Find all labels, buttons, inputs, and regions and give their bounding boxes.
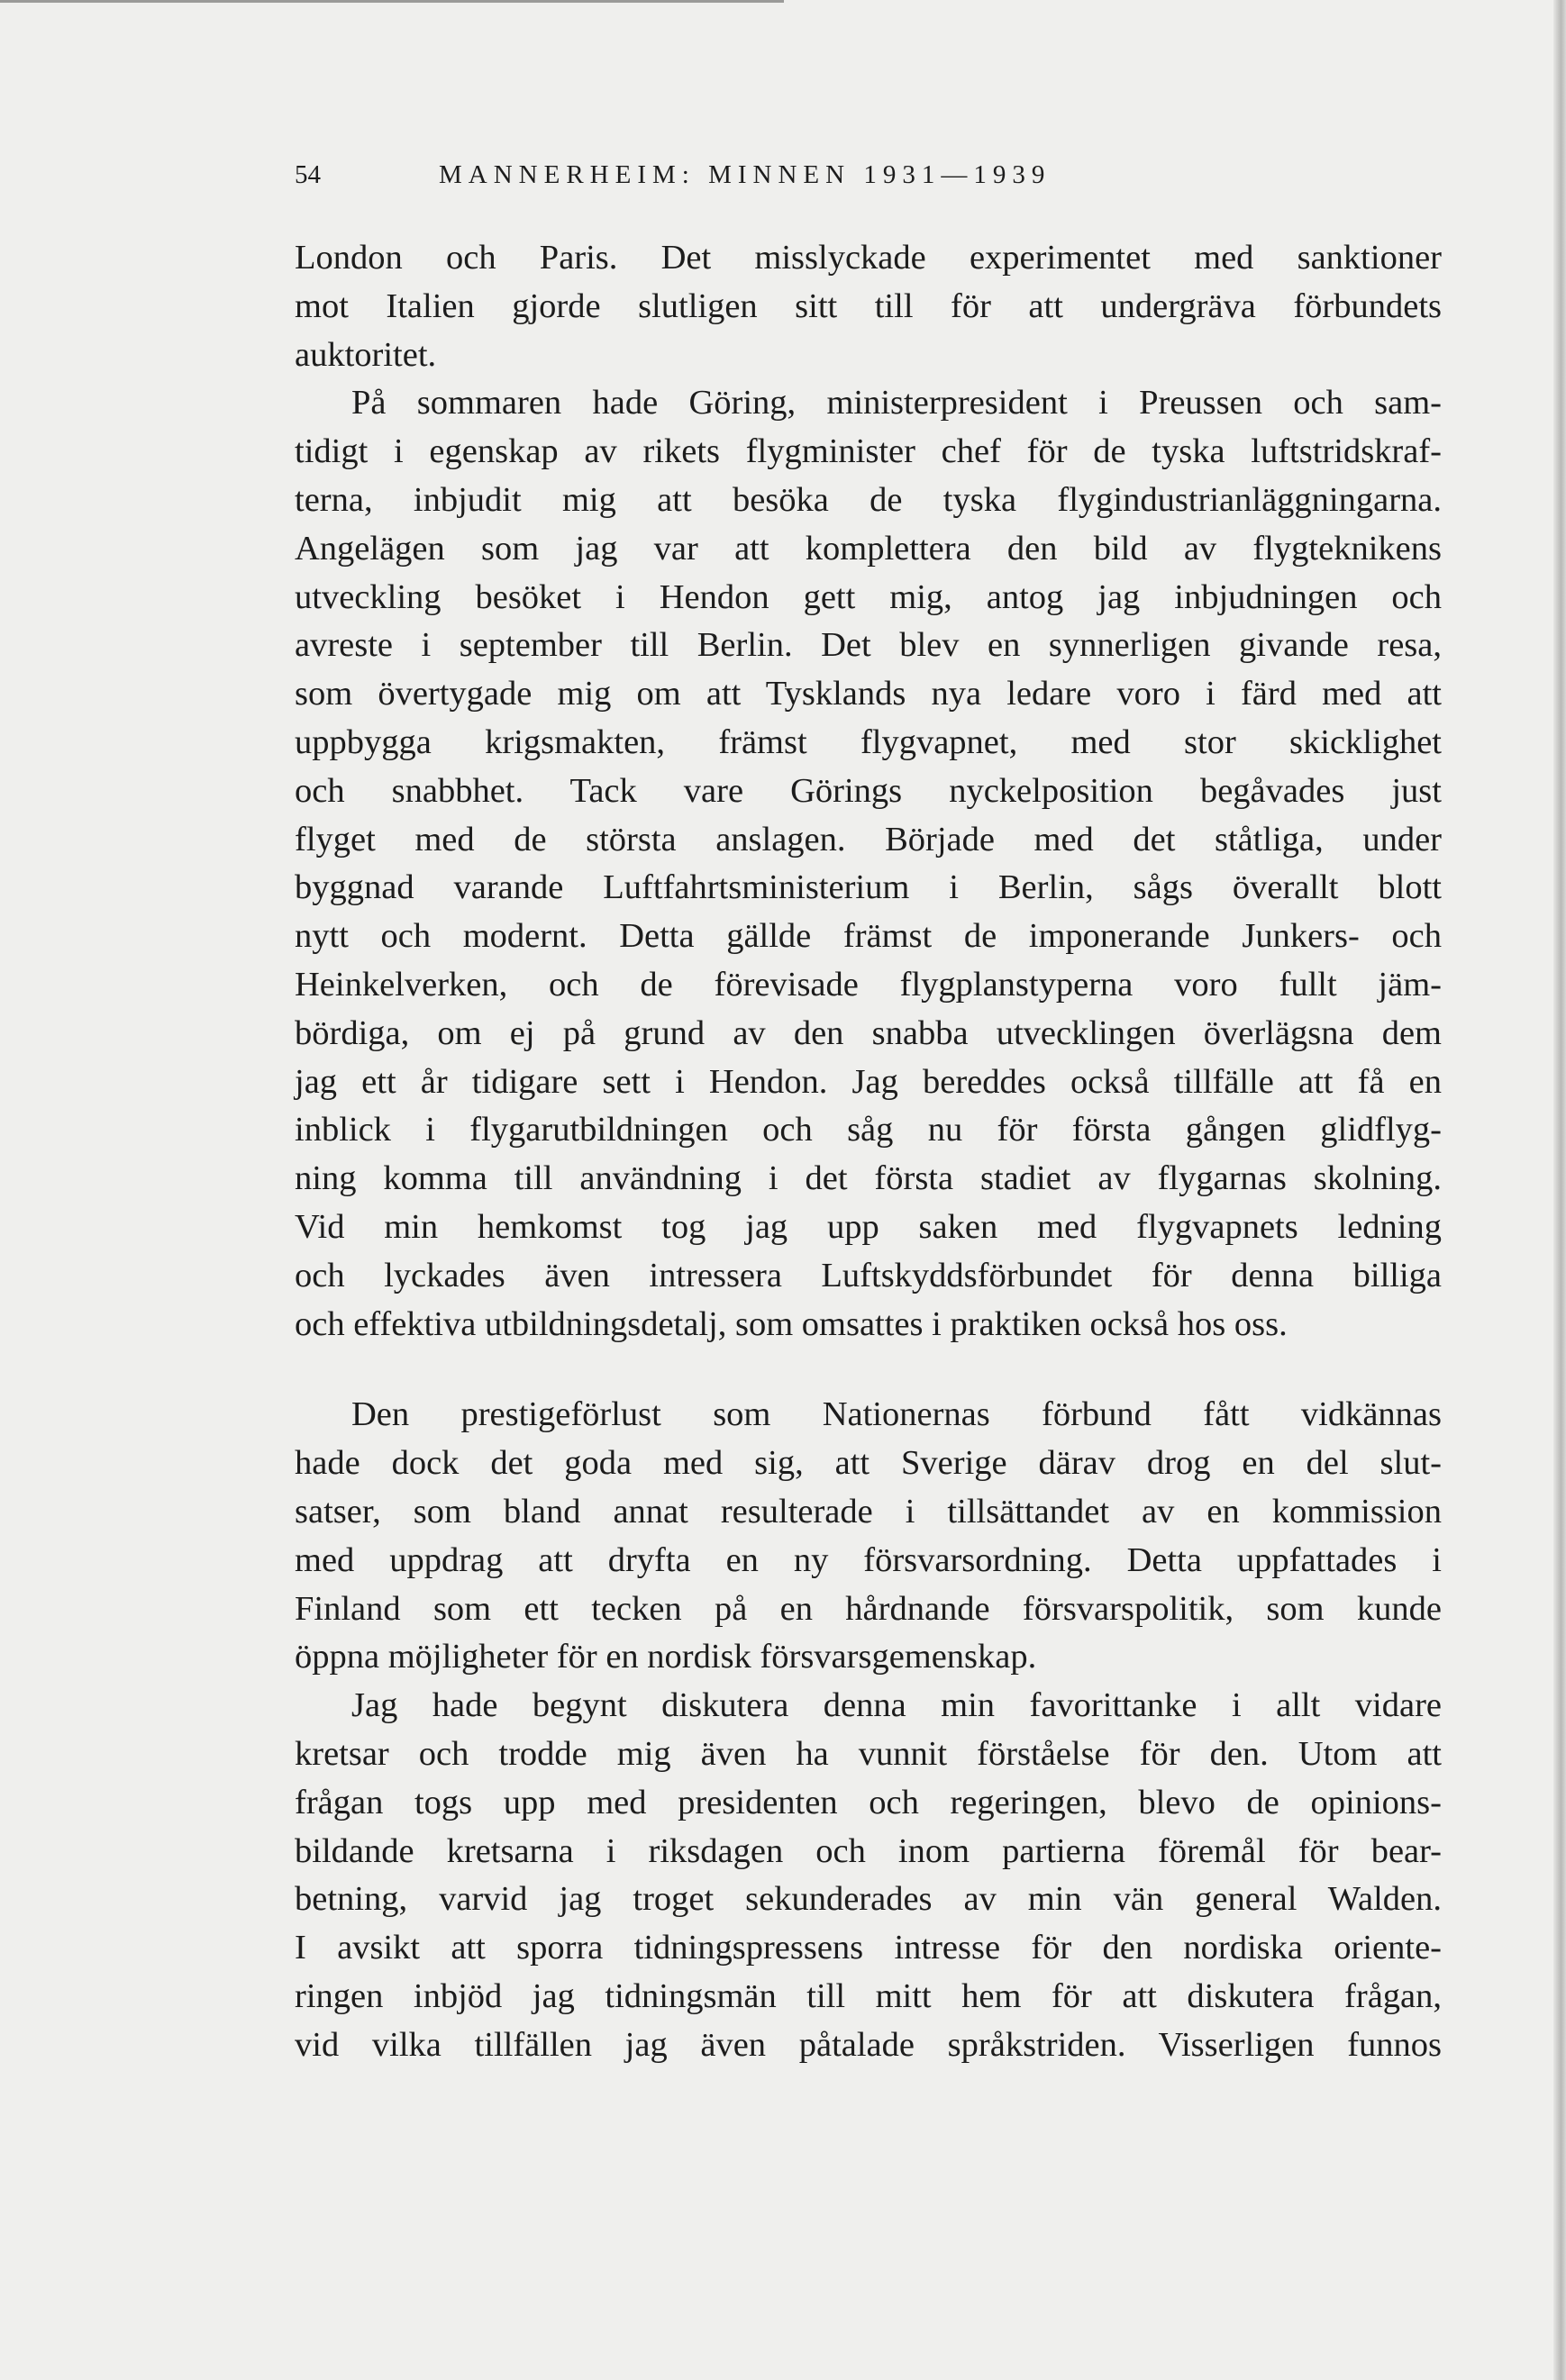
text-line: betning, varvid jag troget sekunderades av min vän general Walden. xyxy=(295,1880,1442,1919)
text-line: utveckling besöket i Hendon gett mig, antog jag inbjudningen och xyxy=(295,577,1442,616)
running-head xyxy=(295,160,1286,200)
paragraph xyxy=(295,379,1442,1349)
text-line: avreste i september till Berlin. Det blev en synnerligen givande resa, xyxy=(295,626,1442,665)
text-line: och snabbhet. Tack vare Görings nyckelposition begåvades just xyxy=(295,771,1442,810)
text-line: nytt och modernt. Detta gällde främst de imponerande Junkers- och xyxy=(295,917,1442,956)
text-line: tidigt i egenskap av rikets flygminister chef för de tyska luftstridskraf- xyxy=(295,432,1442,471)
text-line: I avsikt att sporra tidningspressens intresse för den nordiska oriente- xyxy=(295,1929,1442,1967)
text-line: Angelägen som jag var att komplettera den bild av flygteknikens xyxy=(295,529,1442,568)
text-line: Finland som ett tecken på en hårdnande försvarspolitik, som kunde xyxy=(295,1589,1442,1628)
text-line: bördiga, om ej på grund av den snabba utvecklingen överlägsna dem xyxy=(295,1013,1442,1052)
text-line: London och Paris. Det misslyckade experimentet med sanktioner xyxy=(295,239,1442,277)
text-line: Vid min hemkomst tog jag upp saken med flygvapnets ledning xyxy=(295,1207,1442,1246)
text-line: bildande kretsarna i riksdagen och inom partierna föremål för bear- xyxy=(295,1831,1442,1870)
text-line: vid vilka tillfällen jag även påtalade språkstriden. Visserligen funnos xyxy=(295,2025,1442,2064)
text-line: flyget med de största anslagen. Började med det ståtliga, under xyxy=(295,820,1442,858)
text-line: ringen inbjöd jag tidningsmän till mitt hem för att diskutera frågan, xyxy=(295,1976,1442,2015)
text-line: Jag hade begynt diskutera denna min favorittanke i allt vidare xyxy=(351,1686,1442,1725)
text-line: jag ett år tidigare sett i Hendon. Jag bereddes också tillfälle att få en xyxy=(295,1062,1442,1101)
text-line: och lyckades även intressera Luftskyddsförbundet för denna billiga xyxy=(295,1256,1442,1294)
text-line: mot Italien gjorde slutligen sitt till för att undergräva förbundets xyxy=(295,286,1442,325)
text-line: På sommaren hade Göring, ministerpresident i Preussen och sam- xyxy=(351,384,1442,422)
scan-edge-right xyxy=(1553,0,1566,2380)
text-line: terna, inbjudit mig att besöka de tyska flygindustrianläggningarna. xyxy=(295,480,1442,519)
text-line: satser, som bland annat resulterade i tillsättandet av en kommission xyxy=(295,1492,1442,1531)
paragraph xyxy=(295,1391,1442,1682)
text-line: med uppdrag att dryfta en ny försvarsordning. Detta uppfattades i xyxy=(295,1540,1442,1579)
running-head-title: MANNERHEIM: MINNEN 1931—1939 xyxy=(439,160,1052,189)
text-line: frågan togs upp med presidenten och regeringen, blevo de opinions- xyxy=(295,1783,1442,1821)
text-line: och effektiva utbildningsdetalj, som omsattes i praktiken också hos oss. xyxy=(295,1304,1288,1343)
text-line: som övertygade mig om att Tysklands nya ledare voro i färd med att xyxy=(295,675,1442,713)
text-line: Den prestigeförlust som Nationernas förbund fått vidkännas xyxy=(351,1395,1442,1434)
paragraph xyxy=(295,234,1442,379)
scan-edge-top xyxy=(0,0,784,3)
text-line: byggnad varande Luftfahrtsministerium i Berlin, sågs överallt blott xyxy=(295,868,1442,907)
paragraph xyxy=(295,1682,1442,2069)
text-line: ning komma till användning i det första stadiet av flygarnas skolning. xyxy=(295,1159,1442,1198)
text-line: uppbygga krigsmakten, främst flygvapnet, med stor skicklighet xyxy=(295,722,1442,761)
page-number: 54 xyxy=(295,160,321,189)
text-line: auktoritet. xyxy=(295,335,437,374)
text-line: kretsar och trodde mig även ha vunnit förståelse för den. Utom att xyxy=(295,1734,1442,1773)
text-line: hade dock det goda med sig, att Sverige därav drog en del slut- xyxy=(295,1444,1442,1483)
body-text xyxy=(295,234,1442,2069)
text-line: Heinkelverken, och de förevisade flygplanstyperna voro fullt jäm- xyxy=(295,965,1442,1004)
text-line: inblick i flygarutbildningen och såg nu för första gången glidflyg- xyxy=(295,1111,1442,1149)
text-line: öppna möjligheter för en nordisk försvarsgemenskap. xyxy=(295,1638,1037,1676)
